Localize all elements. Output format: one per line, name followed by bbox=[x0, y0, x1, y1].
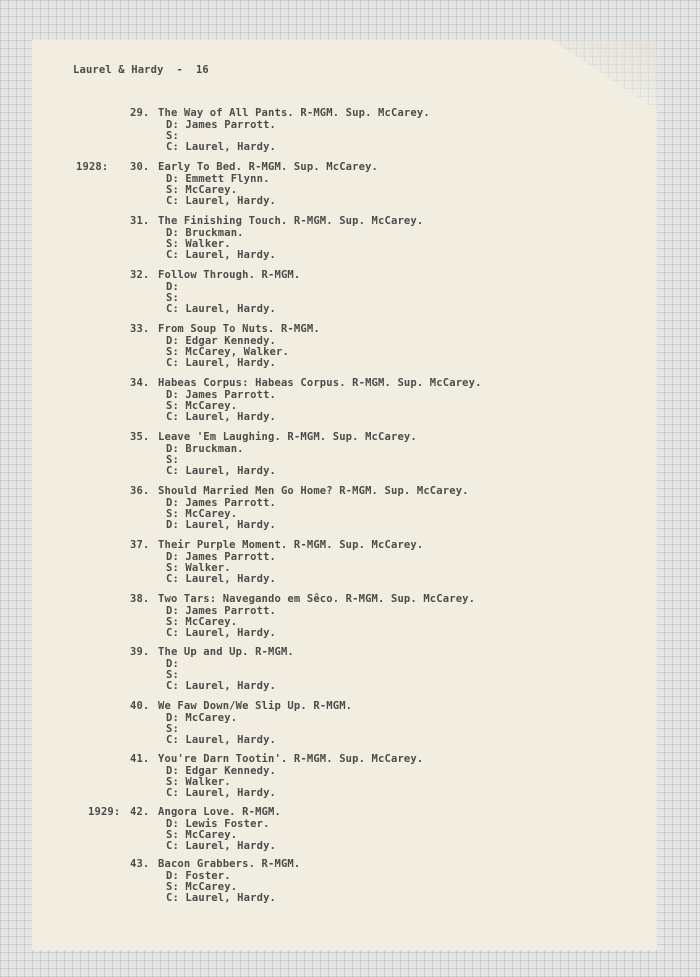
entry-number: 32. bbox=[130, 269, 150, 281]
entry-credit-line: S: bbox=[166, 669, 179, 681]
entry-number: 38. bbox=[130, 593, 150, 605]
entry-credit-line: S: McCarey. bbox=[166, 881, 238, 893]
entry-title: The Way of All Pants. R-MGM. Sup. McCarey. bbox=[158, 107, 430, 119]
entry-title-line bbox=[130, 539, 424, 551]
entry-credit-line: S: Walker. bbox=[166, 776, 231, 788]
entry-title-line bbox=[130, 215, 424, 227]
entry-year: 1929: bbox=[88, 806, 121, 818]
entry-title-line bbox=[130, 700, 353, 712]
entry-title: Leave 'Em Laughing. R-MGM. Sup. McCarey. bbox=[158, 431, 417, 443]
entry-title-line bbox=[130, 753, 424, 765]
entry-title: Bacon Grabbers. R-MGM. bbox=[158, 858, 301, 870]
entry-credit-line: D: James Parrott. bbox=[166, 119, 277, 131]
entry-credit-line: D: Laurel, Hardy. bbox=[166, 519, 277, 531]
entry-credit-line: S: McCarey. bbox=[166, 829, 238, 841]
entry-number: 39. bbox=[130, 646, 150, 658]
entry-credit-line: D: Edgar Kennedy. bbox=[166, 335, 277, 347]
entry-credit-line: S: bbox=[166, 723, 179, 735]
entry-credit-line: S: bbox=[166, 292, 179, 304]
entry-title: The Finishing Touch. R-MGM. Sup. McCarey. bbox=[158, 215, 424, 227]
entry-credit-line: S: McCarey. bbox=[166, 508, 238, 520]
entry-title: Two Tars: Navegando em Sêco. R-MGM. Sup. McCarey. bbox=[158, 593, 476, 605]
entry-number: 43. bbox=[130, 858, 150, 870]
entry-credit-line: D: Bruckman. bbox=[166, 443, 244, 455]
entry-credit-line: D: James Parrott. bbox=[166, 389, 277, 401]
entry-title-line bbox=[130, 269, 301, 281]
entry-title: Follow Through. R-MGM. bbox=[158, 269, 301, 281]
entry-number: 42. bbox=[130, 806, 150, 818]
entry-title-line bbox=[130, 377, 482, 389]
entry-title-line bbox=[130, 107, 430, 119]
entry-title: Early To Bed. R-MGM. Sup. McCarey. bbox=[158, 161, 379, 173]
entry-title: You're Darn Tootin'. R-MGM. Sup. McCarey. bbox=[158, 753, 424, 765]
entry-title-line bbox=[130, 323, 320, 335]
entry-number: 34. bbox=[130, 377, 150, 389]
entry-number: 31. bbox=[130, 215, 150, 227]
entry-credit-line: S: McCarey. bbox=[166, 400, 238, 412]
entry-title-line bbox=[130, 858, 301, 870]
entry-title: Habeas Corpus: Habeas Corpus. R-MGM. Sup. McCarey. bbox=[158, 377, 482, 389]
entry-number: 37. bbox=[130, 539, 150, 551]
entry-credit-line: C: Laurel, Hardy. bbox=[166, 303, 277, 315]
entry-credit-line: D: Edgar Kennedy. bbox=[166, 765, 277, 777]
entry-credit-line: S: McCarey. bbox=[166, 616, 238, 628]
entry-credit-line: C: Laurel, Hardy. bbox=[166, 573, 277, 585]
entry-number: 35. bbox=[130, 431, 150, 443]
entry-credit-line: D: Foster. bbox=[166, 870, 231, 882]
entry-credit-line: D: Bruckman. bbox=[166, 227, 244, 239]
entry-credit-line: S: bbox=[166, 454, 179, 466]
entry-number: 33. bbox=[130, 323, 150, 335]
entry-title: Angora Love. R-MGM. bbox=[158, 806, 281, 818]
entry-title: The Up and Up. R-MGM. bbox=[158, 646, 294, 658]
entry-title-line bbox=[130, 485, 469, 497]
entry-number: 29. bbox=[130, 107, 150, 119]
entry-credit-line: C: Laurel, Hardy. bbox=[166, 195, 277, 207]
entry-number: 36. bbox=[130, 485, 150, 497]
entry-credit-line: C: Laurel, Hardy. bbox=[166, 787, 277, 799]
entry-number: 30. bbox=[130, 161, 150, 173]
entry-credit-line: S: McCarey. bbox=[166, 184, 238, 196]
entry-credit-line: S: Walker. bbox=[166, 562, 231, 574]
entry-credit-line: S: bbox=[166, 130, 179, 142]
entry-title: Their Purple Moment. R-MGM. Sup. McCarey. bbox=[158, 539, 424, 551]
entry-title: Should Married Men Go Home? R-MGM. Sup. McCarey. bbox=[158, 485, 469, 497]
entry-credit-line: D: James Parrott. bbox=[166, 497, 277, 509]
entry-credit-line: C: Laurel, Hardy. bbox=[166, 411, 277, 423]
entry-title: We Faw Down/We Slip Up. R-MGM. bbox=[158, 700, 353, 712]
entry-credit-line: D: bbox=[166, 658, 179, 670]
entry-credit-line: D: Emmett Flynn. bbox=[166, 173, 270, 185]
entry-year: 1928: bbox=[76, 161, 109, 173]
entry-credit-line: C: Laurel, Hardy. bbox=[166, 141, 277, 153]
entry-credit-line: C: Laurel, Hardy. bbox=[166, 840, 277, 852]
entry-credit-line: C: Laurel, Hardy. bbox=[166, 627, 277, 639]
entry-credit-line: C: Laurel, Hardy. bbox=[166, 465, 277, 477]
page-header: Laurel & Hardy - 16 bbox=[73, 64, 209, 76]
entry-number: 41. bbox=[130, 753, 150, 765]
entry-credit-line: S: McCarey, Walker. bbox=[166, 346, 289, 358]
entry-credit-line: C: Laurel, Hardy. bbox=[166, 734, 277, 746]
entry-credit-line: C: Laurel, Hardy. bbox=[166, 680, 277, 692]
entry-credit-line: C: Laurel, Hardy. bbox=[166, 892, 277, 904]
entry-title-line bbox=[130, 593, 476, 605]
entry-title-line bbox=[76, 161, 379, 173]
entry-title: From Soup To Nuts. R-MGM. bbox=[158, 323, 320, 335]
entry-credit-line: D: James Parrott. bbox=[166, 551, 277, 563]
entry-title-line bbox=[130, 431, 417, 443]
entry-credit-line: C: Laurel, Hardy. bbox=[166, 249, 277, 261]
entry-credit-line: D: James Parrott. bbox=[166, 605, 277, 617]
entry-title-line bbox=[130, 646, 294, 658]
entry-credit-line: S: Walker. bbox=[166, 238, 231, 250]
entry-title-line bbox=[88, 806, 281, 818]
entry-number: 40. bbox=[130, 700, 150, 712]
entry-credit-line: D: McCarey. bbox=[166, 712, 238, 724]
entry-credit-line: C: Laurel, Hardy. bbox=[166, 357, 277, 369]
entry-credit-line: D: bbox=[166, 281, 179, 293]
entry-credit-line: D: Lewis Foster. bbox=[166, 818, 270, 830]
